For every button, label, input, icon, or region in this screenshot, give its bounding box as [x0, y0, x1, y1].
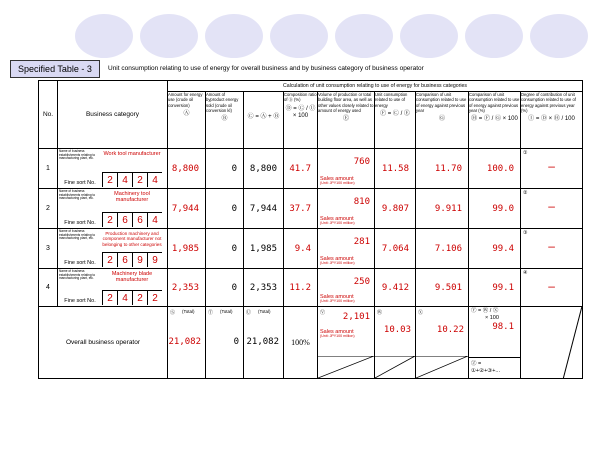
- c-value: 1,985: [244, 229, 284, 269]
- fine-sort-digits: 2 6 9 9: [102, 252, 162, 267]
- header-col-composition: Composition ratio of Ⓓ (%) Ⓓ = Ⓒ / Ⓤ × 100: [284, 92, 318, 149]
- overall-x-cell: Ⓧ 10.22: [416, 307, 469, 379]
- header-business-category: Business category: [58, 81, 168, 149]
- row-number: 3: [39, 229, 58, 269]
- fine-sort-label: Fine sort No.: [64, 298, 96, 305]
- c-value: 2,353: [244, 269, 284, 307]
- overall-degree-cell: [521, 307, 583, 379]
- c-value: 7,944: [244, 189, 284, 229]
- unit-consumption: 7.064: [375, 229, 416, 269]
- volume-cell: 281 Sales amount (Unit: JPY100 million): [318, 229, 375, 269]
- header-no: No.: [39, 81, 58, 149]
- business-category-cell: Name of business establishments relating to manufacturing plant, etc. Production machinery and component manufacturer not belonging to other categories Fine sort No. 2 6 9 9: [58, 229, 168, 269]
- comparison-prev: 9.911: [416, 189, 469, 229]
- business-category-cell: Name of business establishments relating to manufacturing plant, etc. Machinery tool manufacturer Fine sort No. 2 6 6 4: [58, 189, 168, 229]
- overall-s-cell: Ⓢ (Total) 21,082: [168, 307, 206, 379]
- fine-sort-digits: 2 4 2 4: [102, 172, 162, 187]
- overall-row: [39, 307, 583, 379]
- amount-energy-use: 8,800: [168, 149, 206, 189]
- row-number: 4: [39, 269, 58, 307]
- header-col-unit-consumption: Unit consumption related to use of energy Ⓕ = Ⓒ / Ⓔ: [375, 92, 416, 149]
- byproduct-energy-sold: 0: [206, 149, 244, 189]
- table-caption: Unit consumption relating to use of energy for overall business and by business category of business operator: [108, 65, 424, 72]
- fine-sort-label: Fine sort No.: [64, 180, 96, 187]
- unit-consumption: 9.412: [375, 269, 416, 307]
- business-category-cell: Name of business establishments relating to manufacturing plant, etc. Work tool manufacturer Fine sort No. 2 4 2 4: [58, 149, 168, 189]
- comparison-prev: 7.106: [416, 229, 469, 269]
- row-number: 1: [39, 149, 58, 189]
- unit-consumption: 11.58: [375, 149, 416, 189]
- overall-w-cell: Ⓦ 10.03: [375, 307, 416, 379]
- byproduct-energy-sold: 0: [206, 189, 244, 229]
- c-value: 8,800: [244, 149, 284, 189]
- composition-ratio: 9.4: [284, 229, 318, 269]
- fine-sort-label: Fine sort No.: [64, 260, 96, 267]
- comparison-pct: 99.1: [469, 269, 521, 307]
- composition-ratio: 11.2: [284, 269, 318, 307]
- fine-sort-digits: 2 4 2 2: [102, 290, 162, 305]
- header-col-degree: Degree of contribution of unit consumption related to use of energy against previous year (%) Ⓘ = Ⓓ × Ⓗ / 100: [521, 92, 583, 149]
- table-row: [39, 269, 583, 307]
- fine-sort-digits: 2 6 6 4: [102, 212, 162, 227]
- unit-consumption-table: [38, 80, 583, 379]
- byproduct-energy-sold: 0: [206, 269, 244, 307]
- degree-cell: ① –: [521, 149, 583, 189]
- table-row: [39, 149, 583, 189]
- header-col-comparison-prev: Comparison of unit consumption related to use of energy against previous year Ⓖ: [416, 92, 469, 149]
- volume-cell: 810 Sales amount (Unit: JPY100 million): [318, 189, 375, 229]
- volume-cell: 250 Sales amount (Unit: JPY100 million): [318, 269, 375, 307]
- overall-y-cell: Ⓨ = Ⓦ / Ⓧ × 100 98.1 Ⓩ = ①+②+③+...: [469, 307, 521, 379]
- row-number: 2: [39, 189, 58, 229]
- comparison-pct: 99.0: [469, 189, 521, 229]
- volume-cell: 760 Sales amount (Unit: JPY100 million): [318, 149, 375, 189]
- degree-cell: ③ –: [521, 229, 583, 269]
- comparison-pct: 99.4: [469, 229, 521, 269]
- amount-energy-use: 7,944: [168, 189, 206, 229]
- overall-percent: 100%: [284, 307, 318, 379]
- fine-sort-label: Fine sort No.: [64, 220, 96, 227]
- business-name: Machinery tool manufacturer: [114, 191, 150, 204]
- comparison-prev: 9.501: [416, 269, 469, 307]
- composition-ratio: 37.7: [284, 189, 318, 229]
- overall-t-cell: Ⓣ (Total) 0: [206, 307, 244, 379]
- degree-cell: ② –: [521, 189, 583, 229]
- business-name: Work tool manufacturer: [103, 151, 161, 157]
- header-col-comparison-pct: Comparison of unit consumption related to use of energy against previous year (%) Ⓗ = Ⓕ / Ⓖ × 100: [469, 92, 521, 149]
- header-col-c: Ⓒ = Ⓐ + Ⓑ: [244, 92, 284, 149]
- business-category-cell: Name of business establishments relating to manufacturing plant, etc. Machinery blade manufacturer Fine sort No. 2 4 2 2: [58, 269, 168, 307]
- header-col-b: Amount of byproduct energy sold (crude oil conversion kl) Ⓑ: [206, 92, 244, 149]
- overall-u-cell: Ⓤ (Total) 21,082: [244, 307, 284, 379]
- composition-ratio: 41.7: [284, 149, 318, 189]
- header-calc-title: Calculation of unit consumption relating to use of energy for business categories: [168, 81, 583, 92]
- unit-consumption: 9.807: [375, 189, 416, 229]
- amount-energy-use: 1,985: [168, 229, 206, 269]
- byproduct-energy-sold: 0: [206, 229, 244, 269]
- amount-energy-use: 2,353: [168, 269, 206, 307]
- overall-business-operator-label: Overall business operator: [39, 307, 168, 379]
- comparison-pct: 100.0: [469, 149, 521, 189]
- degree-cell: ④ –: [521, 269, 583, 307]
- header-col-volume: Volume of production or total building floor area, as well as other values closely related to amount of energy used Ⓔ: [318, 92, 375, 149]
- overall-v-cell: Ⓥ 2,101 Sales amount (Unit: JPY100 million): [318, 307, 375, 379]
- table-row: [39, 189, 583, 229]
- table-row: [39, 229, 583, 269]
- business-name: Machinery blade manufacturer: [111, 271, 153, 284]
- header-col-a: Amount for energy use (crude oil conversion) Ⓐ: [168, 92, 206, 149]
- table-tag: Specified Table - 3: [10, 60, 100, 78]
- comparison-prev: 11.70: [416, 149, 469, 189]
- business-name: Production machinery and component manufacturer not belonging to other categories: [102, 231, 162, 247]
